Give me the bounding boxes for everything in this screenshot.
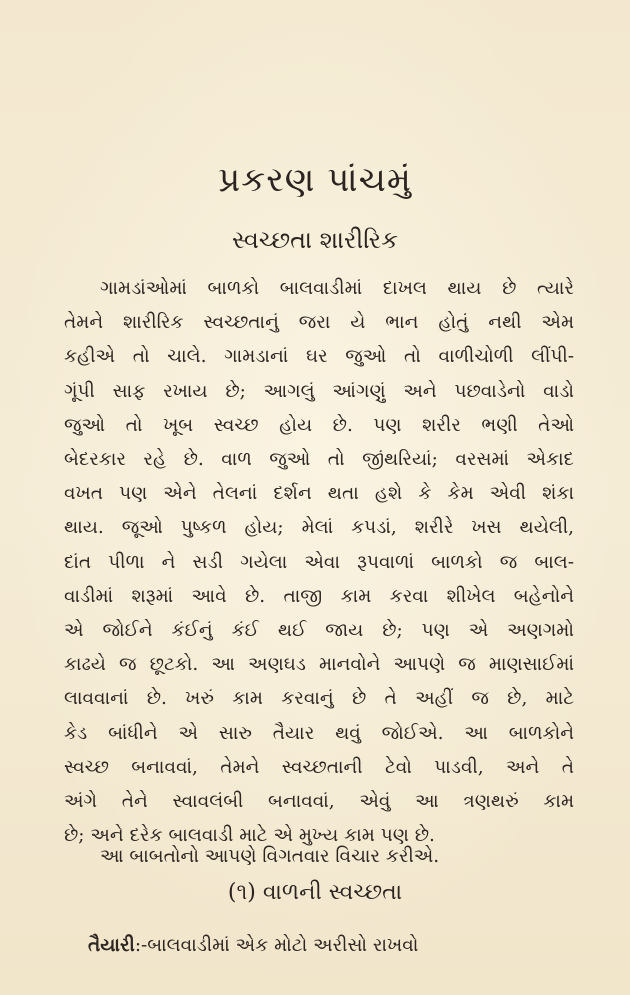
section-first-line (88, 935, 572, 956)
paragraph-line: કાઢયે જ છૂટકો. આ અણઘડ માનવોને આપણે જ માણસાઈમાં (64, 654, 574, 676)
paragraph-line: અંગે તેને સ્વાવલંબી બનાવવાં, એવું આ ત્રણથરું કામ (64, 791, 574, 813)
paragraph-line: ગામડાંઓમાં બાળકો બાલવાડીમાં દાખલ થાય છે ત્યારે (100, 278, 574, 299)
paragraph-line: વખત પણ એને તેલનાં દર્શન થતા હશે કે કેમ એવી શંકા (64, 483, 574, 505)
paragraph-line: સ્વચ્છ બનાવવાં, તેમને સ્વચ્છતાની ટેવો પાડવી, અને તે (64, 756, 574, 778)
body-paragraph (64, 272, 574, 853)
paragraph-line: તેમને શારીરિક સ્વચ્છતાનું જરા યે ભાન હોતું નથી એમ (64, 312, 574, 334)
paragraph-line: છે; અને દરેક બાલવાડી માટે એ મુખ્ય કામ પણ છે. (64, 825, 435, 847)
paragraph-line: કેડ બાંધીને એ સારુ તૈયાર થવું જોઈએ. આ બાળકોને (64, 722, 574, 744)
paragraph-line: વાડીમાં શરૂમાં આવે છે. તાજી કામ કરવા શીખેલ બહેનોને (64, 585, 574, 607)
chapter-subtitle: સ્વચ્છતા શારીરિક (231, 226, 399, 254)
section-lead-word: તૈયારી (88, 935, 135, 956)
closing-sentence: આ બાબતોનો આપણે વિગતવાર વિચાર કરીએ. (100, 846, 440, 867)
paragraph-line: એ જોઈને કંઈનું કંઈ થઈ જાય છે; પણ એ અણગમો (64, 620, 574, 642)
paragraph-line: કહીએ તો ચાલે. ગામડાનાં ઘર જુઓ તો વાળીચોળી લીંપી- (64, 346, 574, 368)
section-text: :-બાલવાડીમાં એક મોટો અરીસો રાખવો (134, 935, 419, 956)
paragraph-line: ગૂંપી સાફ રખાય છે; આગલું આંગણું અને પછવાડેનો વાડો (64, 380, 574, 402)
paragraph-line: જુઓ તો ખૂબ સ્વચ્છ હોય છે. પણ શરીર ભણી તેઓ (64, 414, 574, 436)
paragraph-line: બેદરકાર રહે છે. વાળ જુઓ તો જીંથરિયાં; વરસમાં એકાદ (64, 449, 574, 471)
paragraph-line: લાવવાનાં છે. ખરું કામ કરવાનું છે તે અહીં જ છે, માટે (64, 688, 574, 710)
chapter-title: પ્રકરણ પાંચમું (218, 160, 412, 200)
paragraph-line: થાય. જૂઓ પુષ્કળ હોય; મેલાં કપડાં, શરીરે ખસ થયેલી, (64, 517, 574, 539)
section-heading: (૧) વાળની સ્વચ્છતા (227, 880, 403, 905)
paragraph-line: દાંત પીળા ને સડી ગયેલા એવા રૂપવાળાં બાળકો જ બાલ- (64, 551, 574, 573)
